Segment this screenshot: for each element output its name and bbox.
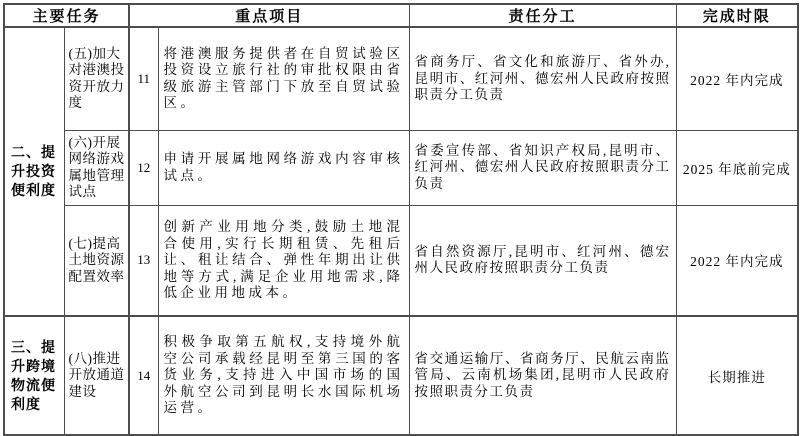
deadline-cell: 长期推进 <box>676 316 798 435</box>
responsibility-cell: 省交通运输厅、省商务厅、民航云南监管局、云南机场集团,昆明市人民政府按照职责分工负责 <box>409 316 676 435</box>
responsibility-cell: 省自然资源厅,昆明市、红河州、德宏州人民政府按照职责分工负责 <box>409 205 676 316</box>
table-row <box>4 316 798 435</box>
project-desc-cell: 申请开展属地网络游戏内容审核试点。 <box>158 130 409 205</box>
table-row <box>4 130 798 205</box>
table-row <box>4 205 798 316</box>
project-desc-cell: 将港澳服务提供者在自贸试验区投资设立旅行社的审批权限由省级旅游主管部门下放至自贸试验区。 <box>158 27 409 130</box>
subtask-6-cell: (六)开展网络游戏属地管理试点 <box>64 130 129 205</box>
col-header-key-project: 重点项目 <box>129 4 409 27</box>
col-header-deadline: 完成时限 <box>676 4 798 27</box>
subtask-7-cell: (七)提高土地资源配置效率 <box>64 205 129 316</box>
table-header-row <box>4 4 798 27</box>
deadline-cell: 2022 年内完成 <box>676 27 798 130</box>
task-group-3-cell: 三、提升跨境物流便利度 <box>4 316 64 435</box>
table-row <box>4 27 798 130</box>
subtask-8-cell: (八)推进开放通道建设 <box>64 316 129 435</box>
subtask-5-cell: (五)加大对港澳投资开放力度 <box>64 27 129 130</box>
col-header-responsibility: 责任分工 <box>409 4 676 27</box>
deadline-cell: 2022 年内完成 <box>676 205 798 316</box>
tasks-table <box>3 3 799 436</box>
responsibility-cell: 省委宣传部、省知识产权局,昆明市、红河州、德宏州人民政府按照职责分工负责 <box>409 130 676 205</box>
project-desc-cell: 积极争取第五航权,支持境外航空公司承载经昆明至第三国的客货业务,支持进入中国市场的国外航空公司到昆明长水国际机场运营。 <box>158 316 409 435</box>
task-group-2-cell: 二、提升投资便利度 <box>4 27 64 316</box>
row-number-cell: 14 <box>129 316 158 435</box>
row-number-cell: 12 <box>129 130 158 205</box>
col-header-main-task: 主要任务 <box>4 4 129 27</box>
responsibility-cell: 省商务厅、省文化和旅游厅、省外办,昆明市、红河州、德宏州人民政府按照职责分工负责 <box>409 27 676 130</box>
row-number-cell: 13 <box>129 205 158 316</box>
project-desc-cell: 创新产业用地分类,鼓励土地混合使用,实行长期租赁、先租后让、租让结合、弹性年期出让供地等方式,满足企业用地需求,降低企业用地成本。 <box>158 205 409 316</box>
deadline-cell: 2025 年底前完成 <box>676 130 798 205</box>
row-number-cell: 11 <box>129 27 158 130</box>
